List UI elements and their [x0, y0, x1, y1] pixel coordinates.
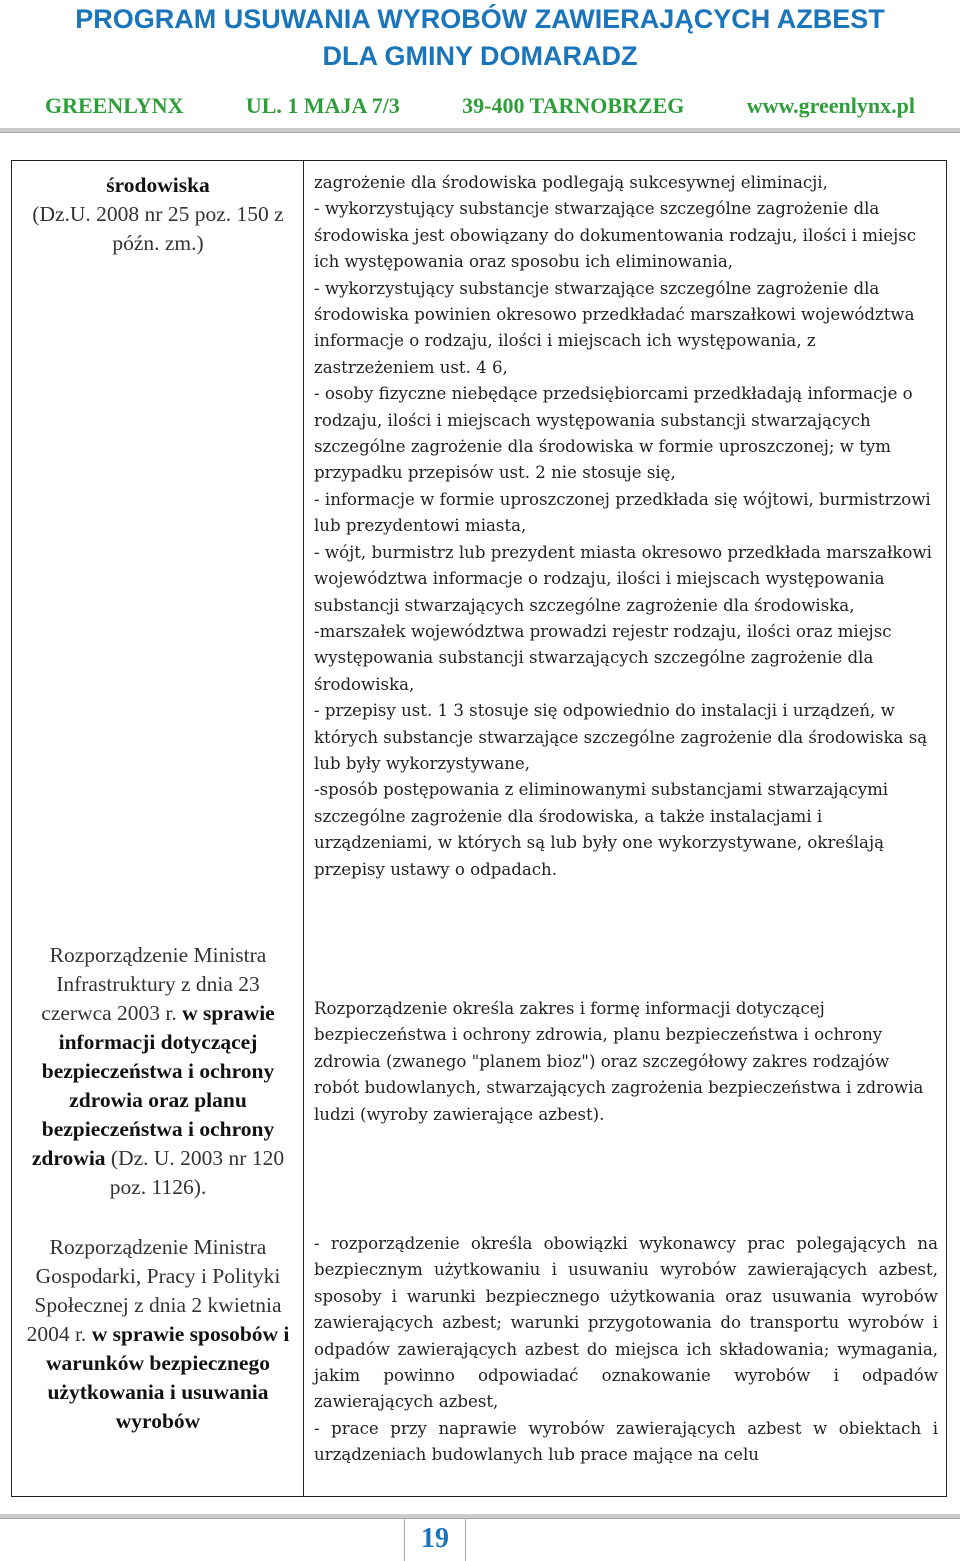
footer-divider [0, 1514, 960, 1519]
description-paragraph: -marszałek województwa prowadzi rejestr rodzaju, ilości oraz miejsc występowania substancji stwarzających szczególne zagrożenie dla środowiska, [314, 621, 892, 694]
act-cell-3-subject: w sprawie sposobów i warunków bezpiecznego użytkowania i usuwania wyrobów [46, 1322, 290, 1433]
company-website[interactable]: www.greenlynx.pl [746, 93, 915, 118]
description-block-3 [314, 1231, 938, 1469]
description-paragraph: - osoby fizyczne niebędące przedsiębiorcami przedkładają informacje o rodzaju, ilości i miejscach występowania substancji stwarzających szczególne zagrożenie dla środowiska w formie uproszczonej; w tym przypadku przepisów ust. 2 nie stosuje się, [314, 384, 913, 483]
act-cell-1 [20, 171, 296, 258]
legal-acts-table [11, 160, 947, 1497]
description-paragraph: - informacje w formie uproszczonej przedkłada się wójtowi, burmistrzowi lub prezydentowi miasta, [314, 489, 931, 536]
company-street: UL. 1 MAJA 7/3 [245, 93, 400, 118]
act-cell-3-title: Rozporządzenie Ministra Gospodarki, Pracy i Polityki Społecznej z dnia 2 kwietnia 2004 r. [26, 1235, 282, 1346]
description-paragraph: - wójt, burmistrz lub prezydent miasta okresowo przedkłada marszałkowi województwa informacje o rodzaju, ilości i miejscach występowania substancji stwarzających szczególne zagrożenie dla środowiska, [314, 542, 932, 615]
description-paragraph: - wykorzystujący substancje stwarzające szczególne zagrożenie dla środowiska powinien okresowo przedkładać marszałkowi województwa informacje o rodzaju, ilości i miejscach ich występowania, z zastrzeżeniem ust. 4 6, [314, 278, 915, 377]
act-cell-2-title: Rozporządzenie Ministra Infrastruktury z dnia 23 czerwca 2003 r. [41, 943, 267, 1025]
act-cell-2 [20, 941, 296, 1202]
page-header [0, 0, 960, 150]
company-name: GREENLYNX [45, 93, 184, 118]
company-city: 39-400 TARNOBRZEG [462, 93, 685, 118]
program-title-line2: DLA GMINY DOMARADZ [322, 41, 638, 71]
company-line [45, 90, 915, 122]
description-paragraph: - wykorzystujący substancje stwarzające szczególne zagrożenie dla środowiska jest obowiązany do dokumentowania rodzaju, ilości i miejsc ich występowania oraz sposobu ich eliminowania, [314, 199, 917, 272]
description-paragraph: - przepisy ust. 1 3 stosuje się odpowiednio do instalacji i urządzeń, w których substancje stwarzające szczególne zagrożenie dla środowiska są lub były wykorzystywane, [314, 701, 928, 773]
act-cell-2-subject: w sprawie informacji dotyczącej bezpieczeństwa i ochrony zdrowia oraz planu bezpieczeństwa i ochrony zdrowia [31, 1001, 275, 1170]
act-cell-1-bold: środowiska [106, 173, 210, 197]
description-block-1 [314, 170, 938, 883]
act-cell-3 [20, 1233, 296, 1436]
act-description-column [304, 161, 946, 1496]
header-divider [0, 128, 960, 133]
act-cell-2-ref: (Dz. U. 2003 nr 120 poz. 1126). [109, 1146, 285, 1199]
description-paragraph: zagrożenie dla środowiska podlegają sukcesywnej eliminacji, [314, 173, 828, 192]
description-paragraph: - rozporządzenie określa obowiązki wykonawcy prac polegających na bezpiecznym użytkowaniu i usuwaniu wyrobów zawierających azbest, sposoby i warunki bezpiecznego użytkowania oraz usuwania wyrobów zawierających azbest; warunki przygotowania do transportu wyrobów i odpadów zawierających azbest do miejsca ich składowania; wymagania, jakim powinno odpowiadać oznakowanie wyrobów i odpadów zawierających azbest, [314, 1234, 938, 1412]
description-paragraph: -sposób postępowania z eliminowanymi substancjami stwarzającymi szczególne zagrożenie dla środowiska, a także instalacjami i urządzeniami, w których są lub były one wykorzystywane, określają przepisy ustawy o odpadach. [314, 780, 889, 879]
program-title-line1: PROGRAM USUWANIA WYROBÓW ZAWIERAJĄCYCH AZBEST [75, 4, 885, 34]
act-cell-1-ref: (Dz.U. 2008 nr 25 poz. 150 z późn. zm.) [32, 202, 284, 255]
act-name-column [12, 161, 304, 1496]
description-block-2 [314, 996, 938, 1128]
description-paragraph: Rozporządzenie określa zakres i formę informacji dotyczącej bezpieczeństwa i ochrony zdrowia, planu bezpieczeństwa i ochrony zdrowia (zwanego "planem bioz") oraz szczegółowy zakres rodzajów robót budowlanych, stwarzających zagrożenia bezpieczeństwa i zdrowia ludzi (wyroby zawierające azbest). [314, 999, 924, 1124]
description-paragraph: - prace przy naprawie wyrobów zawierających azbest w obiektach i urządzeniach budowlanych lub prace mające na celu [314, 1418, 938, 1465]
page-number: 19 [404, 1519, 466, 1561]
